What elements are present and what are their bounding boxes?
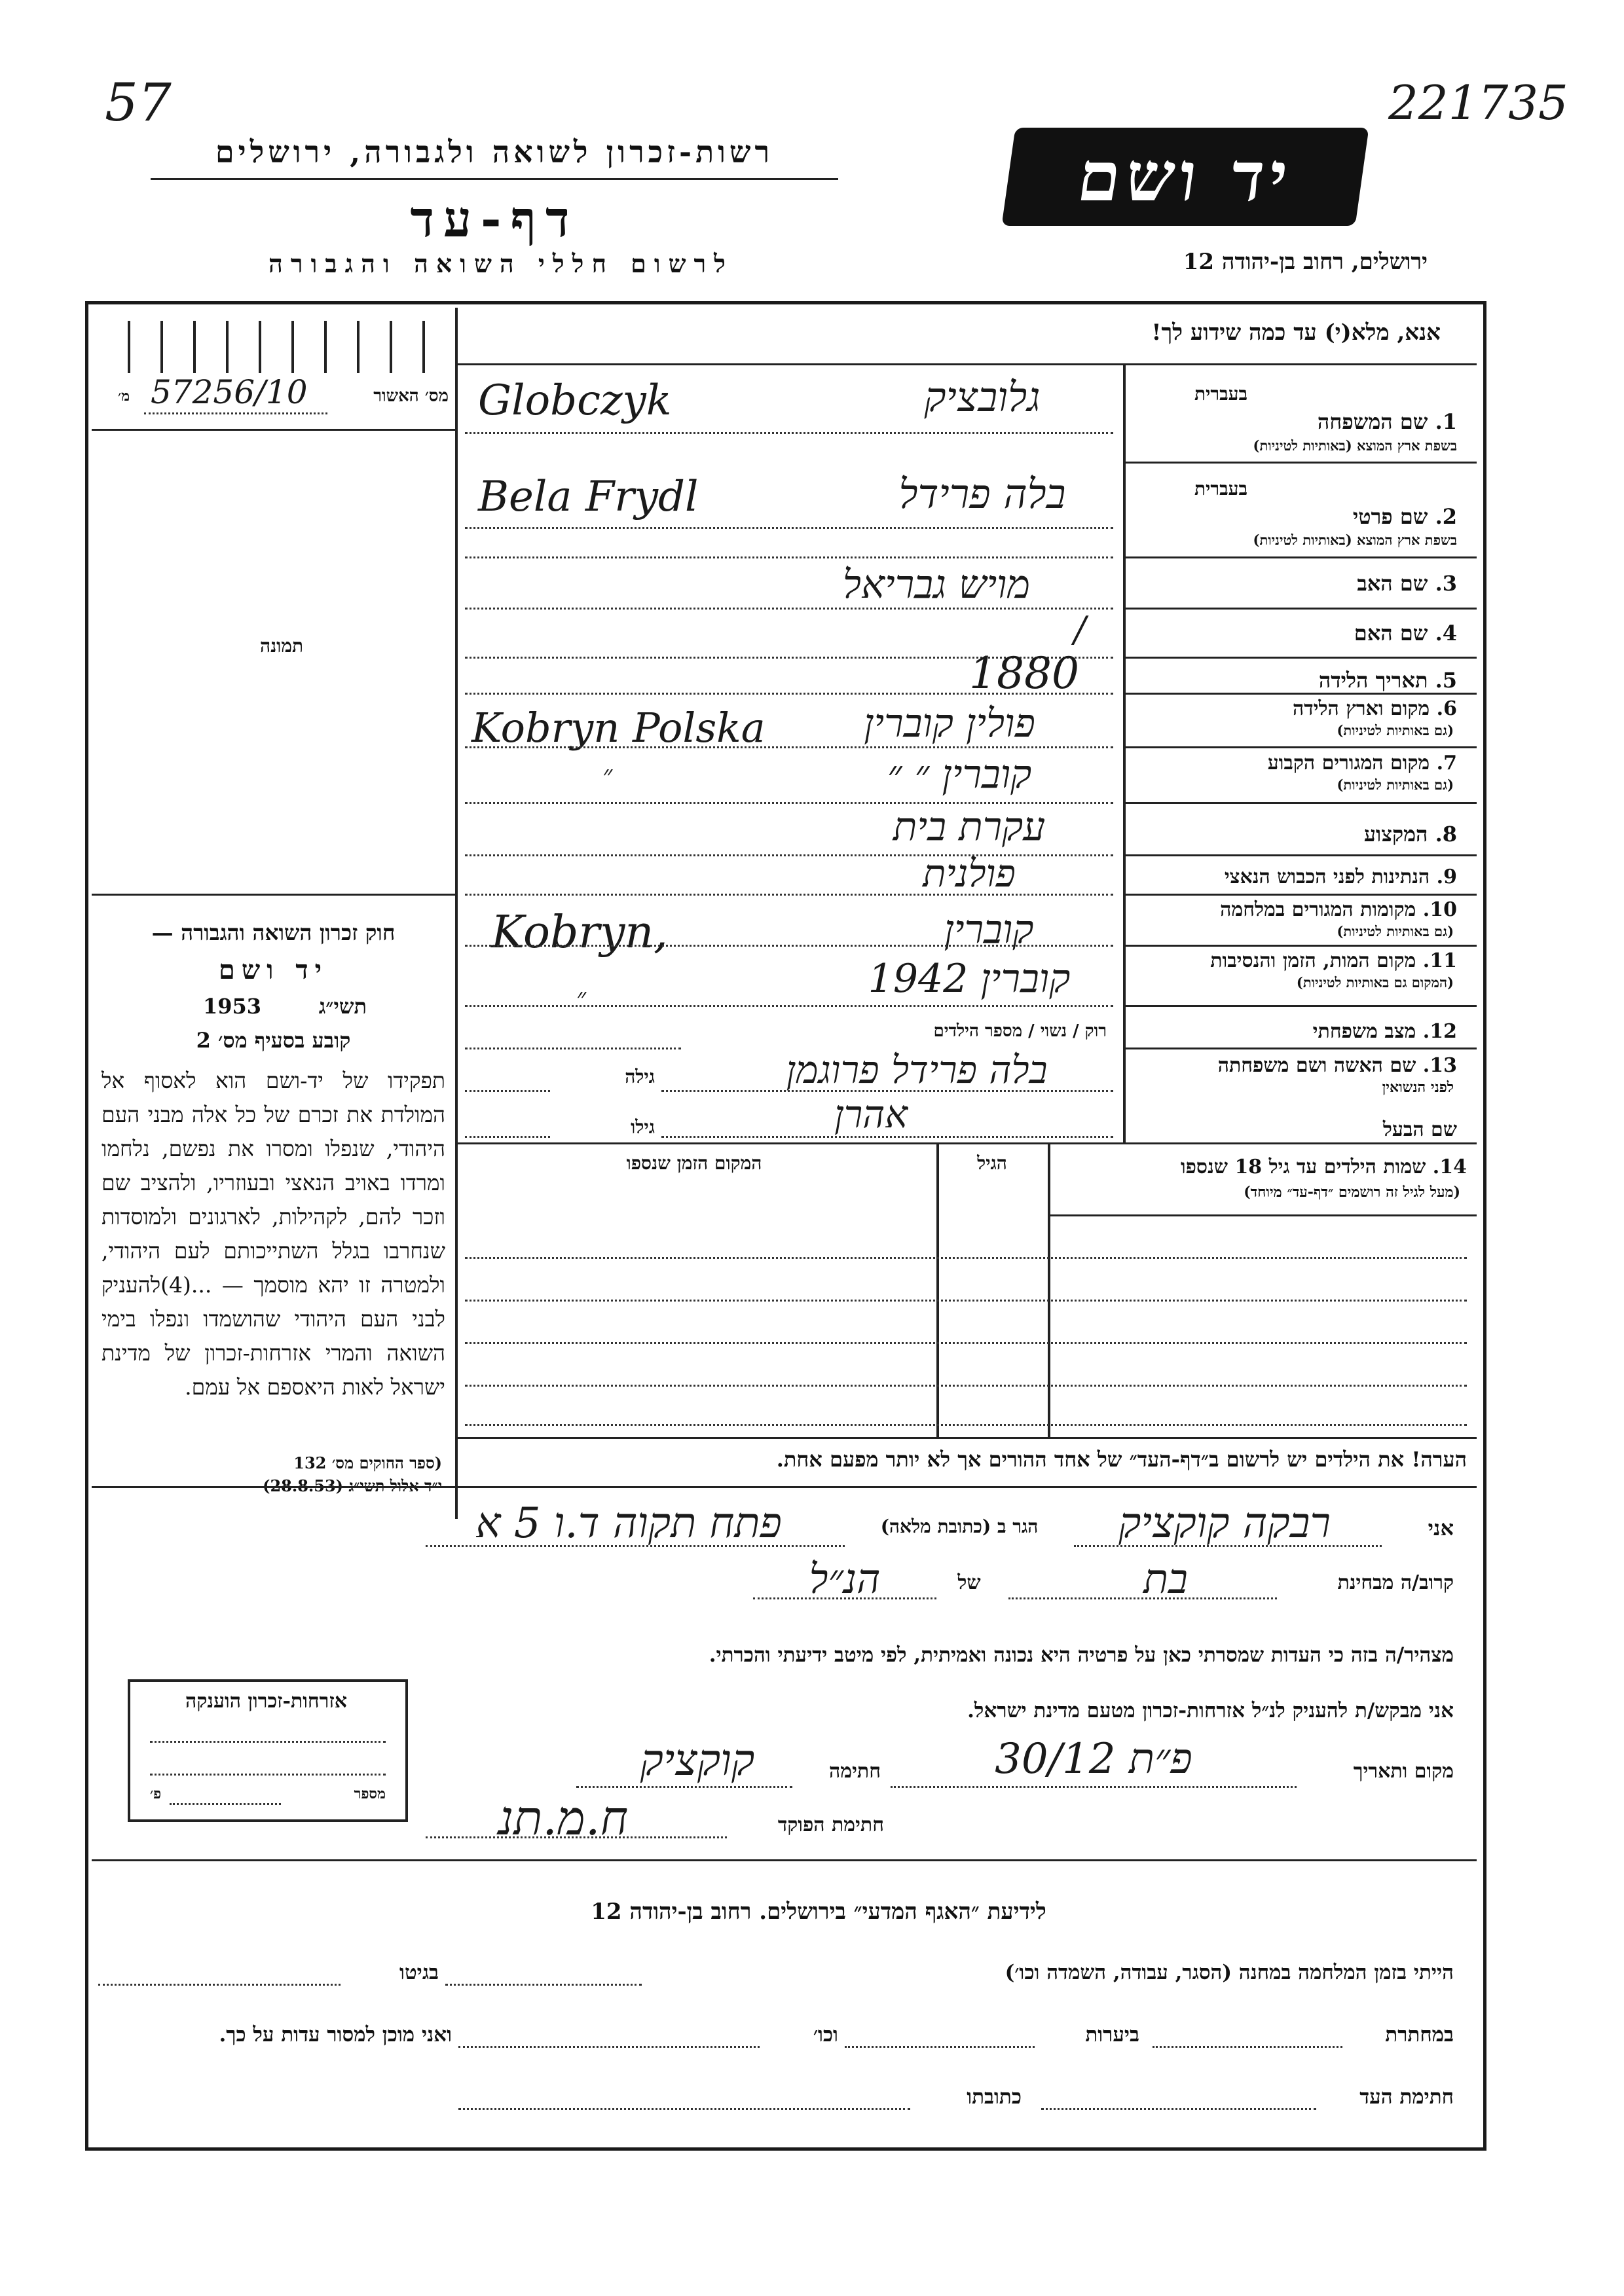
value-death-place-hebrew: קוברין 1942 (868, 956, 1071, 1002)
form-title: דף-עד (410, 190, 579, 248)
declarant-name: רבקה קוקציק (1118, 1499, 1331, 1548)
ready-label: ואני מוכן למסור עדות על כך. (219, 2023, 452, 2047)
value-surname-latin: Globczyk (478, 376, 672, 425)
field-label-2: 2. שם פרטי (1352, 504, 1457, 529)
value-surname-hebrew: גלובציק (924, 373, 1041, 421)
corner-number-right: 221735 (1388, 75, 1568, 130)
field-sub-2: בשפת ארץ המוצא (באותיות לטיניות) (1253, 532, 1457, 548)
value-firstname-hebrew: בלה פרידל (898, 470, 1066, 518)
value-birthplace-latin: Kobryn Polska (471, 704, 766, 752)
field-label-10: 10. מקומות המגורים במלחמה (1220, 898, 1457, 921)
of-label: של (957, 1571, 981, 1594)
children-age-col: הגיל (977, 1152, 1007, 1174)
field-sub-1: בשפת ארץ המוצא (באותיות לטיניות) (1253, 437, 1457, 454)
value-father: מויש גבריאל (842, 562, 1031, 608)
value-wartime-residence-latin: Kobryn, (491, 907, 668, 958)
hebrew-label-1: בעברית (1194, 383, 1247, 405)
hebrew-label-2: בעברית (1194, 478, 1247, 500)
field-label-5: 5. תאריך הלידה (1318, 668, 1457, 693)
field-label-11: 11. מקום המות, הזמן והנסיבות (1210, 949, 1457, 972)
citizenship-title: אזרחות-זכרון הוענקה (185, 1690, 348, 1713)
value-nationality: פולנית (923, 851, 1016, 896)
place-date-label: מקום ותאריך (1353, 1760, 1454, 1783)
field-label-1: 1. שם המשפחה (1317, 409, 1457, 434)
field-label-6: 6. מקום וארץ הלידה (1292, 697, 1457, 720)
field-label-4: 4. שם האם (1354, 621, 1457, 646)
law-clause: קובע בסעיף מס׳ 2 (196, 1028, 351, 1053)
approval-prefix: מ׳ (118, 388, 130, 405)
field-label-12: 12. מצב משפחתי (1312, 1020, 1457, 1043)
value-firstname-latin: Bela Frydl (478, 473, 699, 521)
form-subtitle: לרשום חללי השואה והגבורה (268, 249, 733, 278)
value-mother: / (1074, 609, 1086, 650)
field-sub-11: (המקום גם באותיות לטיניות) (1296, 974, 1454, 991)
corner-number-left: 57 (105, 72, 172, 133)
field-label-7: 7. מקום המגורים הקבוע (1267, 752, 1457, 774)
citizenship-box (128, 1679, 408, 1822)
etc-label: וכו׳ (813, 2023, 838, 2047)
field-label-9: 9. הנתינות לפני הכבוש הנאצי (1224, 866, 1457, 888)
approval-number: 57256/10 (151, 373, 308, 411)
value-husband: אהרן (834, 1092, 908, 1137)
law-reference-2: י״ד אלול תשי״ג (28.8.53) (263, 1476, 442, 1495)
place-date-value: פ״ת 30/12 (995, 1735, 1192, 1783)
yad-vashem-logo: יד ושם (1001, 128, 1369, 226)
citizenship-number-prefix: פ׳ (150, 1785, 162, 1802)
citizenship-number-label: מספר (354, 1785, 386, 1802)
declarant-i-label: אני (1428, 1516, 1454, 1540)
value-residence-hebrew: קוברין ״ ״ (887, 752, 1032, 797)
address-label: כתובתו (967, 2085, 1022, 2109)
children-label: 14. שמות הילדים עד גיל 18 שנספו (1180, 1156, 1467, 1178)
declaration-request: אני מבקש/ת להעניק לנ״ל אזרחות-זכרון מטעם מדינת ישראל. (967, 1699, 1454, 1722)
signature-label: חתימה (829, 1760, 881, 1783)
children-sub: (מעל לגיל זה רושמים ״דף-עד״ מיוחד) (1244, 1184, 1460, 1201)
law-year-hebrew: תשי״ג (318, 994, 367, 1019)
children-place-col: המקום הזמן שנספו (626, 1152, 762, 1174)
husband-label: שם הבעל (1382, 1118, 1457, 1141)
law-subtitle: יד ושם (218, 955, 329, 985)
approval-label: מס׳ האשור (373, 386, 449, 406)
witness-signature-label: חתימת העד (1359, 2085, 1454, 2109)
institution-name: רשות-זכרון לשואה ולגבורה, ירושלים (215, 134, 774, 170)
value-occupation: עקרת בית (893, 804, 1046, 850)
relation-value: בת (1143, 1555, 1188, 1603)
value-death-place-latin: ״ (576, 983, 587, 1013)
law-reference-1: (ספר החוקים מס׳ 132 (293, 1453, 442, 1472)
children-note: הערה! את הילדים יש לרשום ב״דף-העד״ של אחד ההורים אך לא יותר מפעם אחת. (776, 1447, 1467, 1472)
footer-title: לידיעת ״האגף המדעי״ בירושלים. רחוב בן-יהודה 12 (591, 1899, 1046, 1925)
photo-label: תמונה (259, 635, 304, 657)
field-sub-10: (גם באותיות לטיניות) (1337, 923, 1454, 939)
field-sub-7: (גם באותיות לטיניות) (1337, 776, 1454, 793)
officer-signature: ח.מ.תנ (498, 1791, 629, 1846)
officer-label: חתימת הפוקד (777, 1813, 884, 1836)
footer-line1: הייתי בזמן המלחמה במחנה (הסגר, עבודה, השמדה וכו׳) (1005, 1961, 1454, 1984)
field-sub-6: (גם באותיות לטיניות) (1337, 722, 1454, 738)
relation-label: קרוב/ה מבחינת (1337, 1571, 1454, 1594)
law-year: 1953 (203, 994, 262, 1019)
signature-value: קוקציק (640, 1735, 755, 1785)
field-label-3: 3. שם האב (1357, 571, 1457, 596)
law-body: תפקידו של יד-ושם הוא לאסוף אל המולדת את זכרם של כל אלה מבני העם היהודי, שנפלו ומסרו את נפשם, נלחמו ומרדו באויב הנאצי ובעוזריו, ולהציב שם וזכר להם, לקהילות, לארגונים ולמוסדות שנחרבו בגלל השתייכותם לעם היהודי, ולמטרה זו יהא מוסמך — ...(4)להעניק לבני העם היהודי שהושמדו ונפלו בימי השואה והמרי אזרחות-זכרון של מדינת ישראל לאות היאספם אל עמם. (101, 1068, 445, 1400)
declaration-statement: מצהיר/ה בזה כי העדות שמסרתי כאן על פרטיה היא נכונה ואמיתית, לפי מיטב ידיעתי והכרתי. (709, 1643, 1454, 1667)
forest-label: ביערות (1085, 2023, 1139, 2047)
value-birthplace-hebrew: פולין קוברין (864, 701, 1035, 746)
value-wartime-residence-hebrew: קוברין (944, 907, 1034, 953)
form-prompt: אנא, מלא(י) עד כמה שידוע לך! (1151, 319, 1441, 346)
age-label: גילה (625, 1066, 655, 1087)
field-label-13: 13. שם האשה ושם משפחתה (1217, 1054, 1457, 1077)
value-maiden-name: בלה פרידל פרוגמן (786, 1048, 1048, 1092)
field-label-8: 8. המקצוע (1363, 822, 1457, 847)
value-birthdate: 1880 (969, 648, 1079, 699)
ghetto-label: בגיטו (399, 1961, 439, 1984)
his-age-label: גילו (631, 1116, 655, 1138)
value-residence-latin: ״ (602, 760, 613, 790)
law-title: חוק זכרון השואה והגבורה — (151, 920, 396, 945)
marital-options: רוק / נשוי / מספר הילדים (933, 1021, 1107, 1041)
resides-label: הגר ב (כתובת מלאה) (880, 1516, 1039, 1537)
field-sub-13: לפני הנשואין (1382, 1079, 1454, 1096)
underground-label: במחתרת (1385, 2023, 1454, 2047)
header-address: ירושלים, רחוב בן-יהודה 12 (1183, 249, 1428, 275)
declarant-address: פתח תקוה ד.ו 5 א (475, 1499, 782, 1548)
of-value: הנ״ל (809, 1555, 881, 1603)
